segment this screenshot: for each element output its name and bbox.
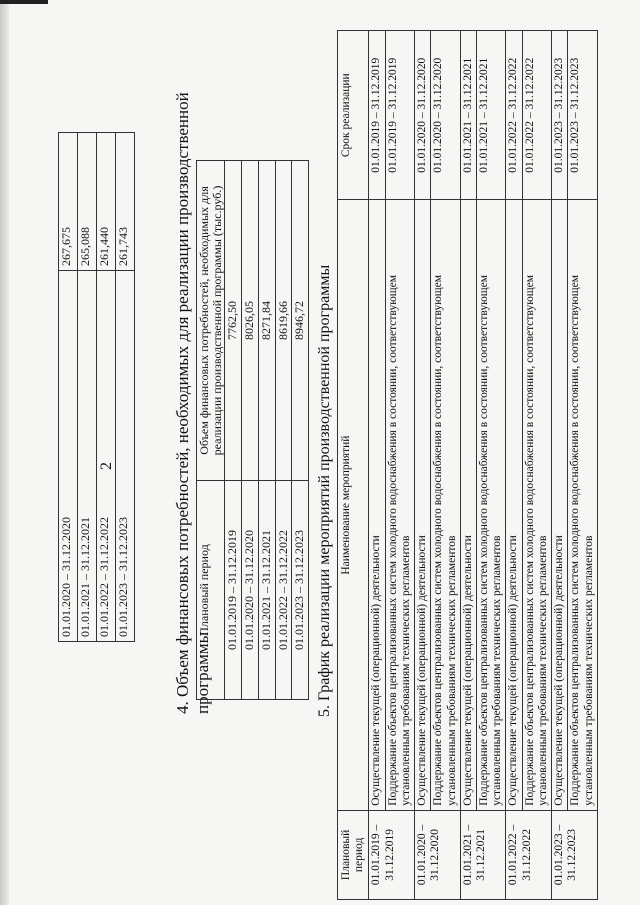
- financial-needs-table: [196, 160, 309, 700]
- activity-cell: Осуществление текущей (операционной) деятельности: [369, 200, 385, 810]
- activity-cell: Осуществление текущей (операционной) деятельности: [460, 200, 476, 810]
- table-header-row: [197, 161, 225, 700]
- term-cell: 01.01.2022 – 31.12.2022: [522, 31, 551, 200]
- table-row: [241, 161, 258, 700]
- value-cell: 267,675: [59, 133, 78, 271]
- table-row: [506, 31, 522, 900]
- table-row: [59, 133, 78, 642]
- table-row: [522, 31, 551, 900]
- table-row: [78, 133, 97, 642]
- schedule-table: [337, 30, 598, 900]
- period-cell: 01.01.2023 – 31.12.2023: [116, 271, 135, 642]
- value-cell: 261,440: [97, 133, 116, 271]
- period-cell: 01.01.2023 – 31.12.2023: [292, 481, 309, 700]
- period-cell: 01.01.2020 – 31.12.2020: [59, 271, 78, 642]
- header-amount: Объем финансовых потребностей, необходимых для реализации производственной программы (тыс.руб.): [197, 161, 225, 481]
- activity-cell: Осуществление текущей (операционной) деятельности: [552, 200, 568, 810]
- amount-cell: 8026,05: [241, 161, 258, 481]
- term-cell: 01.01.2021 – 31.12.2021: [460, 31, 476, 200]
- table-row: [97, 133, 116, 642]
- plan-period-cell: 01.01.2019 – 31.12.2019: [369, 810, 415, 899]
- table-row: [116, 133, 135, 642]
- scan-mark: [0, 0, 48, 4]
- activity-cell: Поддержание объектов централизованных систем холодного водоснабжения в состоянии, соответствующем установленным требованиям технических регламентов: [385, 200, 414, 810]
- table-row: [369, 31, 385, 900]
- amount-cell: 7762,50: [225, 161, 242, 481]
- plan-period-cell: 01.01.2020 – 31.12.2020: [415, 810, 461, 899]
- table-row: [275, 161, 292, 700]
- term-cell: 01.01.2023 – 31.12.2023: [568, 31, 597, 200]
- plan-period-cell: 01.01.2021 – 31.12.2021: [460, 810, 506, 899]
- table-row: [292, 161, 309, 700]
- header-period: Плановый период: [338, 810, 369, 899]
- amount-cell: 8946,72: [292, 161, 309, 481]
- table-row: [225, 161, 242, 700]
- activity-cell: Осуществление текущей (операционной) деятельности: [506, 200, 522, 810]
- top-values-table: [58, 132, 135, 642]
- plan-period-cell: 01.01.2022 – 31.12.2022: [506, 810, 552, 899]
- term-cell: 01.01.2020 – 31.12.2020: [415, 31, 431, 200]
- rotated-document-page: [10, 20, 625, 900]
- activity-cell: Поддержание объектов централизованных систем холодного водоснабжения в состоянии, соответствующем установленным требованиям технических регламентов: [476, 200, 505, 810]
- section-5-title: 5. График реализации мероприятий производственной программы: [316, 264, 333, 717]
- period-cell: 01.01.2021 – 31.12.2021: [78, 271, 97, 642]
- plan-period-cell: 01.01.2023 – 31.12.2023: [552, 810, 598, 899]
- activity-cell: Поддержание объектов централизованных систем холодного водоснабжения в состоянии, соответствующем установленным требованиям технических регламентов: [568, 200, 597, 810]
- table-row: [460, 31, 476, 900]
- section-4-title: 4. Объем финансовых потребностей, необходимых для реализации производственной программы: [173, 92, 212, 714]
- term-cell: 01.01.2021 – 31.12.2021: [476, 31, 505, 200]
- value-cell: 265,088: [78, 133, 97, 271]
- amount-cell: 8271,84: [258, 161, 275, 481]
- period-cell: 01.01.2022 – 31.12.2022: [275, 481, 292, 700]
- term-cell: 01.01.2019 – 31.12.2019: [369, 31, 385, 200]
- value-cell: 261,743: [116, 133, 135, 271]
- period-cell: 01.01.2020 – 31.12.2020: [241, 481, 258, 700]
- term-cell: 01.01.2023 – 31.12.2023: [552, 31, 568, 200]
- header-activity: Наименование мероприятий: [338, 200, 369, 810]
- table-row: [431, 31, 460, 900]
- table-row: [568, 31, 597, 900]
- activity-cell: Поддержание объектов централизованных систем холодного водоснабжения в состоянии, соответствующем установленным требованиям технических регламентов: [431, 200, 460, 810]
- header-term: Срок реализации: [338, 31, 369, 200]
- table-row: [385, 31, 414, 900]
- activity-cell: Поддержание объектов централизованных систем холодного водоснабжения в состоянии, соответствующем установленным требованиям технических регламентов: [522, 200, 551, 810]
- period-cell: 01.01.2021 – 31.12.2021: [258, 481, 275, 700]
- table-row: [476, 31, 505, 900]
- period-cell: 01.01.2019 – 31.12.2019: [225, 481, 242, 700]
- amount-cell: 8619,66: [275, 161, 292, 481]
- term-cell: 01.01.2020 – 31.12.2020: [431, 31, 460, 200]
- table-row: [552, 31, 568, 900]
- term-cell: 01.01.2019 – 31.12.2019: [385, 31, 414, 200]
- table-row: [415, 31, 431, 900]
- header-period: Плановый период: [197, 481, 225, 700]
- page-number: 2: [98, 462, 115, 470]
- activity-cell: Осуществление текущей (операционной) деятельности: [415, 200, 431, 810]
- table-row: [258, 161, 275, 700]
- scan-edge: [0, 0, 9, 905]
- term-cell: 01.01.2022 – 31.12.2022: [506, 31, 522, 200]
- table-header-row: [338, 31, 369, 900]
- period-cell: 01.01.2022 – 31.12.2022: [97, 271, 116, 642]
